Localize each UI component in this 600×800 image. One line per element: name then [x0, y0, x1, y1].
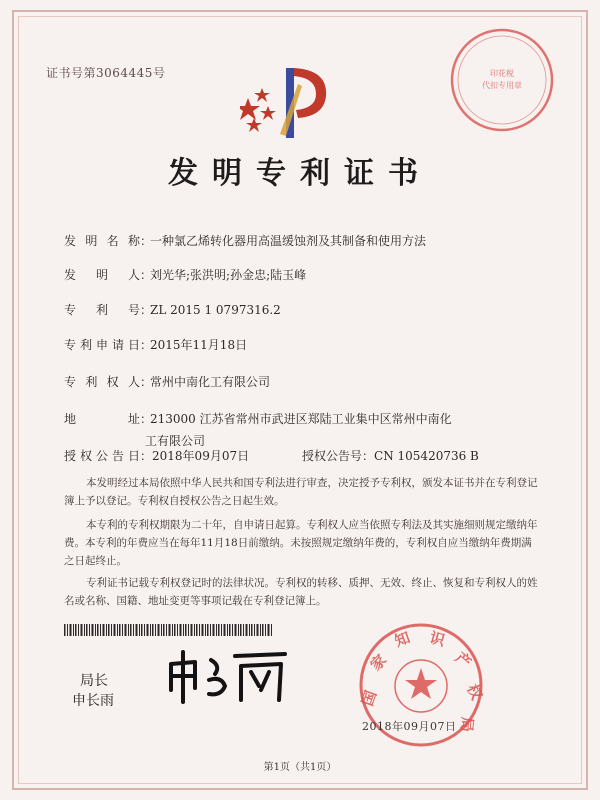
- patentee-value: 常州中南化工有限公司: [150, 375, 271, 389]
- filing-date-row: 专利申请日：2015年11月18日: [64, 338, 248, 352]
- address-row: 地址：213000 江苏省常州市武进区郑陆工业集中区常州中南化: [64, 412, 452, 426]
- svg-text:局: 局: [457, 716, 477, 733]
- body-paragraph-3: 专利证书记载专利权登记时的法律状况。专利权的转移、质押、无效、终止、恢复和专利权人的姓名或名称、国籍、地址变更等事项记载在专利登记簿上。: [64, 577, 538, 607]
- barcode-icon: [64, 624, 274, 636]
- svg-text:国: 国: [358, 688, 381, 709]
- seal-date: 2018年09月07日: [362, 720, 457, 733]
- filing-date-value: 2015年11月18日: [150, 338, 248, 352]
- page-footer: 第1页（共1页）: [263, 762, 337, 773]
- patent-number-value: ZL 2015 1 0797316.2: [150, 303, 281, 317]
- body-paragraph-2: 本专利的专利权期限为二十年，自申请日起算。专利权人应当依照专利法及其实施细则规定缴纳年费。本专利的年费应当在每年11月18日前缴纳。未按照规定缴纳年费的，专利权自应当缴纳年费期满之日起终止。: [64, 519, 538, 567]
- patentee-row: 专利权人：常州中南化工有限公司: [64, 375, 271, 389]
- invention-name-value: 一种氯乙烯转化器用高温缓蚀剂及其制备和使用方法: [150, 234, 427, 248]
- body-paragraph-1: 本发明经过本局依照中华人民共和国专利法进行审查，决定授予专利权，颁发本证书并在专利登记簿上予以登记。专利权自授权公告之日起生效。: [64, 477, 538, 507]
- address-value: 213000 江苏省常州市武进区郑陆工业集中区常州中南化: [150, 412, 452, 426]
- page-title: 发明专利证书: [168, 156, 432, 191]
- patentee-label: 专利权人: [64, 375, 140, 389]
- agency-seal-icon: [448, 26, 556, 134]
- invention-name-label: 发明名称: [64, 234, 140, 248]
- inventors-value: 刘光华;张洪明;孙金忠;陆玉峰: [150, 268, 307, 282]
- certificate-number: 证书号第3064445号: [46, 66, 166, 80]
- patent-number-label: 专利号: [64, 303, 140, 317]
- sipo-logo-icon: [240, 62, 360, 140]
- director-title: 局长: [80, 673, 108, 689]
- signature-icon: [165, 646, 295, 706]
- svg-text:识: 识: [427, 628, 447, 650]
- grant-date-value: 2018年09月07日: [152, 449, 250, 463]
- inventors-label: 发明人: [64, 268, 140, 282]
- svg-text:代扣专用章: 代扣专用章: [482, 81, 522, 90]
- inventors-row: 发明人：刘光华;张洪明;孙金忠;陆玉峰: [64, 268, 307, 282]
- publication-number-label: 授权公告号: [302, 449, 363, 463]
- filing-date-label: 专利申请日: [64, 338, 140, 352]
- director-name: 申长雨: [72, 693, 114, 709]
- svg-text:印花税: 印花税: [490, 69, 514, 78]
- svg-text:产: 产: [451, 648, 475, 672]
- patent-number-row: 专利号：ZL 2015 1 0797316.2: [64, 303, 281, 317]
- svg-text:权: 权: [463, 681, 486, 703]
- address-label: 地址: [64, 412, 140, 426]
- publication-number-value: CN 105420736 B: [374, 449, 479, 463]
- svg-text:家: 家: [366, 650, 391, 675]
- grant-row: 授权公告日：2018年09月07日 授权公告号：CN 105420736 B: [64, 449, 479, 463]
- svg-text:知: 知: [392, 628, 413, 651]
- grant-date-label: 授权公告日: [64, 449, 140, 463]
- address-value-line2: 工有限公司: [145, 434, 206, 448]
- invention-name-row: 发明名称：一种氯乙烯转化器用高温缓蚀剂及其制备和使用方法: [64, 234, 427, 248]
